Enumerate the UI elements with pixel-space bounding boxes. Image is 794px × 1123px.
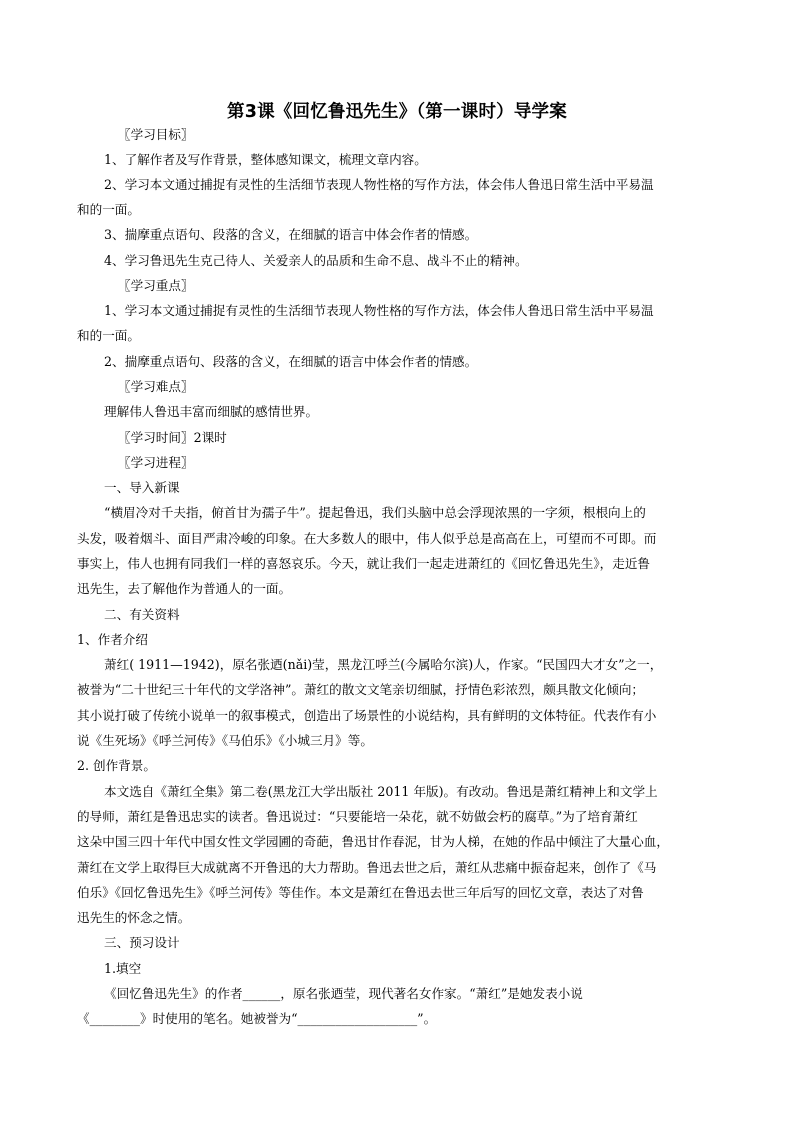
intro-line-4: 迅先生，去了解他作为普通人的一面。 <box>77 581 292 596</box>
heading-difficulties: 〖学习难点〗 <box>118 379 194 394</box>
difficulty-1: 理解伟人鲁迅丰富而细腻的感情世界。 <box>104 404 319 419</box>
author-line-4: 说《生死场》《呼兰河传》《马伯乐》《小城三月》等。 <box>77 733 373 748</box>
background-line-4: 萧红在文学上取得巨大成就离不开鲁迅的大力帮助。鲁迅去世之后，萧红从悲痛中振奋起来，创作了《马 <box>77 860 657 875</box>
objective-2-cont: 和的一面。 <box>77 202 140 217</box>
objective-3: 3、揣摩重点语句、段落的含义，在细腻的语言中体会作者的情感。 <box>104 227 478 242</box>
fill-blank-line-1: 《回忆鲁迅先生》的作者______，原名张迺莹，现代著名女作家。“萧红”是她发表小说 <box>104 986 583 1001</box>
background-line-5: 伯乐》《回忆鲁迅先生》《呼兰河传》等佳作。本文是萧红在鲁迅去世三年后写的回忆文章，表达了对鲁 <box>77 885 644 900</box>
author-line-1: 萧红( 1911—1942)，原名张迺(nǎi)莹，黑龙江呼兰(今属哈尔滨)人，作家。“民国四大才女”之一， <box>104 657 663 672</box>
section-materials-heading: 二、有关资料 <box>104 607 180 622</box>
key-point-1: 1、学习本文通过捕捉有灵性的生活细节表现人物性格的写作方法，体会伟人鲁迅日常生活中平易温 <box>104 303 654 318</box>
heading-time: 〖学习时间〗2课时 <box>118 430 227 445</box>
fill-blank-heading: 1.填空 <box>104 961 142 976</box>
objective-2: 2、学习本文通过捕捉有灵性的生活细节表现人物性格的写作方法，体会伟人鲁迅日常生活中平易温 <box>104 177 654 192</box>
fill-blank-line-2: 《________》时使用的笔名。她被誉为“___________________”。 <box>77 1011 437 1026</box>
heading-process: 〖学习进程〗 <box>118 455 194 470</box>
objective-1: 1、了解作者及写作背景，整体感知课文，梳理文章内容。 <box>104 152 427 167</box>
author-line-3: 其小说打破了传统小说单一的叙事模式，创造出了场景性的小说结构，具有鲜明的文体特征。代表作有小 <box>77 708 657 723</box>
author-line-2: 被誉为“二十世纪三十年代的文学洛神”。萧红的散文文笔亲切细腻，抒情色彩浓烈，颇具散文化倾向； <box>77 682 645 697</box>
objective-4: 4、学习鲁迅先生克己待人、关爱亲人的品质和生命不息、战斗不止的精神。 <box>104 253 528 268</box>
intro-line-1: “横眉冷对千夫指，俯首甘为孺子牛”。提起鲁迅，我们头脑中总会浮现浓黑的一字须，根根向上的 <box>104 505 646 520</box>
background-line-3: 这朵中国三四十年代中国女性文学园圃的奇葩，鲁迅甘作春泥，甘为人梯，在她的作品中倾注了大量心血， <box>77 834 669 849</box>
background-line-6: 迅先生的怀念之情。 <box>77 910 191 925</box>
intro-line-2: 头发，吸着烟斗、面目严肃冷峻的印象。在大多数人的眼中，伟人似乎总是高高在上，可望而不可即。而 <box>77 531 657 546</box>
heading-objectives: 〖学习目标〗 <box>118 127 194 142</box>
section-preview-heading: 三、预习设计 <box>104 935 180 950</box>
background-line-2: 的导师，萧红是鲁迅忠实的读者。鲁迅说过：“只要能培一朵花，就不妨做会朽的腐草。”为了培育萧红 <box>77 809 638 824</box>
section-intro-heading: 一、导入新课 <box>104 480 180 495</box>
background-heading: 2. 创作背景。 <box>77 758 156 773</box>
intro-line-3: 事实上，伟人也拥有同我们一样的喜怒哀乐。今天，就让我们一起走进萧红的《回忆鲁迅先生》，走近鲁 <box>77 556 651 571</box>
key-point-1-cont: 和的一面。 <box>77 328 140 343</box>
page-title: 第3课《回忆鲁迅先生》（第一课时）导学案 <box>227 102 567 122</box>
author-intro-heading: 1、作者介绍 <box>77 632 148 647</box>
key-point-2: 2、揣摩重点语句、段落的含义，在细腻的语言中体会作者的情感。 <box>104 354 478 369</box>
heading-key-points: 〖学习重点〗 <box>118 278 194 293</box>
background-line-1: 本文选自《萧红全集》第二卷(黑龙江大学出版社 2011 年版)。有改动。鲁迅是萧红精神上和文学上 <box>104 784 658 799</box>
